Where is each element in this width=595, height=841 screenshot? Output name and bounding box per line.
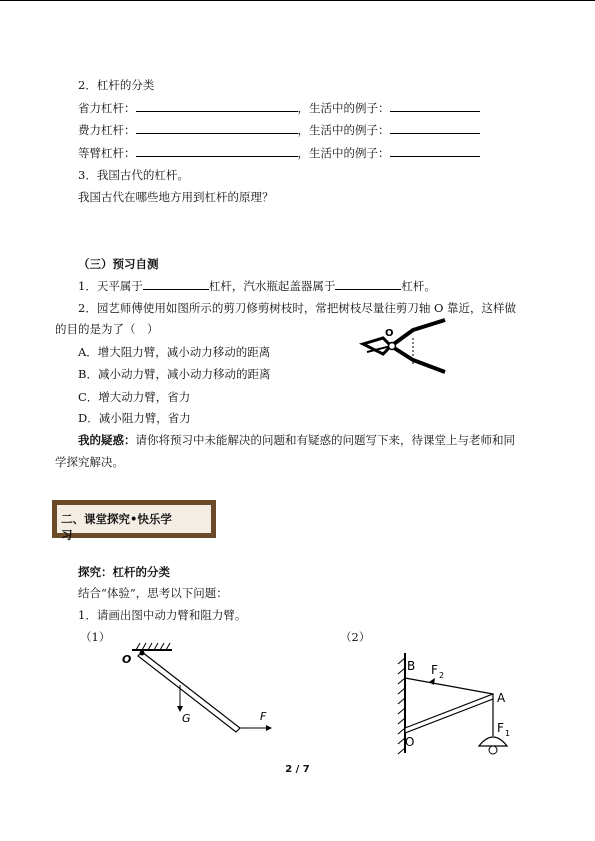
option-d: D．减小阻力臂，省力 [78,411,191,425]
answer-blank[interactable] [335,278,401,290]
section2-heading: 2．杠杆的分类 [78,78,155,92]
preview-q1 [78,278,436,293]
explore-q1: 1．请画出图中动力臂和阻力臂。 [78,608,247,622]
doubt-text: 请你将预习中未能解决的问题和有疑惑的问题写下来，待课堂上与老师和同 [135,433,515,447]
fig2-b-label: B [407,659,416,673]
fig2-f1-label: F [497,721,504,735]
lever-row-3 [78,145,480,160]
answer-blank[interactable] [390,100,480,112]
answer-blank[interactable] [136,100,298,112]
lever-row-1 [78,100,480,115]
doubt-line1 [78,433,515,447]
answer-blank[interactable] [136,122,298,134]
doubt-label: 我的疑惑： [78,433,136,447]
answer-blank[interactable] [136,145,298,157]
fig1-g-label: G [182,712,191,725]
fig2-a-label: A [497,691,506,705]
fig2-o-label: O [405,735,415,749]
explore-intro: 结合“体验”，思考以下问题： [78,586,228,600]
preview-q2-line1: 2．园艺师傅使用如图所示的剪刀修剪树枝时，常把树枝尽量往剪刀轴 O 靠近，这样做 [78,301,517,315]
scissors-upper-handle [391,320,445,346]
banner-title-overflow: 习 [61,528,73,542]
q1-text-c: 杠杆。 [401,279,436,293]
section3-question: 我国古代在哪些地方用到杠杆的原理？ [78,190,274,204]
preview-heading: （三）预习自测 [78,257,159,271]
lever-row-label: 等臂杠杆： [78,146,136,160]
lever-row-mid: ，生活中的例子： [297,146,390,160]
answer-blank[interactable] [390,122,480,134]
rope-ba [405,678,493,694]
lever-row-mid: ，生活中的例子： [297,123,390,137]
top-border [0,0,595,1]
option-b: B．减小动力臂，减小动力移动的距离 [78,367,271,381]
pivot-icon [140,651,145,656]
pivot-icon [389,343,396,350]
fig2-f2-label: F [431,663,438,677]
fig2-number: （2） [340,630,371,644]
section3-heading: 3．我国古代的杠杆。 [78,168,189,182]
lever-row-mid: ，生活中的例子： [297,101,390,115]
answer-blank[interactable] [390,145,480,157]
lever-row-2 [78,122,480,137]
q1-text-a: 1．天平属于 [78,279,143,293]
preview-q2-line2: 的目的是为了（ ） [55,322,159,336]
page-number: 2 / 7 [285,764,310,775]
fig1-f-label: F [260,710,267,723]
lever-row-label: 省力杠杆： [78,101,136,115]
section-banner [52,500,216,542]
fig2-f2-subscript: 2 [439,671,445,680]
lamp-icon [479,737,507,746]
lever-bar [405,694,493,733]
fig1-o-label: O [122,653,132,666]
doubt-line2: 学探究解决。 [55,455,124,469]
scissors-lower-handle [391,346,445,372]
banner-title: 二、课堂探究•快乐学 [61,512,172,526]
f2-arrowhead [429,678,435,685]
lever-figure-2 [395,648,525,760]
option-a: A．增大阻力臂，减小动力移动的距离 [78,345,271,359]
answer-blank[interactable] [143,278,209,290]
explore-title: 探究：杠杆的分类 [78,565,170,579]
option-c: C．增大动力臂，省力 [78,390,191,404]
fig1-number: （1） [80,630,111,644]
lever-figure-1 [110,640,285,740]
scissors-figure [355,316,450,376]
q1-text-b: 杠杆，汽水瓶起盖器属于 [208,279,336,293]
fig2-f1-subscript: 1 [505,729,511,738]
scissors-o-label: O [385,328,394,339]
lever-row-label: 费力杠杆： [78,123,136,137]
